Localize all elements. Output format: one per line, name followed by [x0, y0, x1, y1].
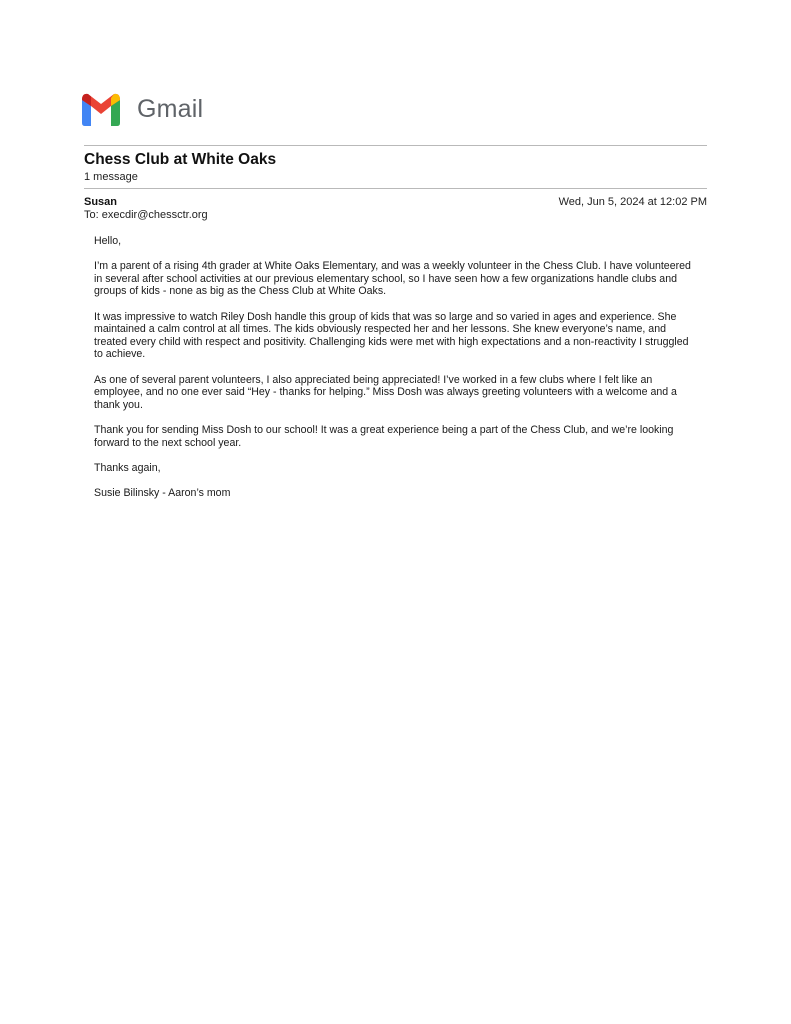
body-paragraph: Thank you for sending Miss Dosh to our school! It was a great experience being a part of the Chess Club, and we’re looking forward to the next school year. [94, 423, 674, 449]
message-body [94, 235, 694, 512]
body-paragraph-closing: Thanks again, [94, 461, 161, 474]
gmail-wordmark: Gmail [137, 94, 204, 123]
gmail-logo [80, 92, 203, 126]
sender-name: Susan [84, 196, 118, 208]
thread-subject: Chess Club at White Oaks [84, 151, 277, 168]
subject-divider [84, 188, 707, 189]
body-paragraph: It was impressive to watch Riley Dosh handle this group of kids that was so large and so varied in ages and experience. She maintained a calm control at all times. The kids obviously respected her and her lessons. She knew everyone’s name, and treated every child with respect and positivity. Challenging kids were met with high expectations and a non-reactivity I struggled to achieve. [94, 310, 689, 361]
body-paragraph: As one of several parent volunteers, I also appreciated being appreciated! I’ve worked in a few clubs where I felt like an employee, and no one ever said “Hey - thanks for helping.” Miss Dosh was always greeting volunteers with a welcome and a thank you. [94, 373, 677, 411]
message-count: 1 message [84, 171, 138, 183]
body-signature: Susie Bilinsky - Aaron’s mom [94, 486, 231, 499]
message-date: Wed, Jun 5, 2024 at 12:02 PM [558, 196, 707, 208]
gmail-m-icon [80, 92, 122, 126]
recipient-line: To: execdir@chessctr.org [84, 209, 208, 221]
body-paragraph: I’m a parent of a rising 4th grader at White Oaks Elementary, and was a weekly volunteer in the Chess Club. I have volunteered in several after school activities at our previous elementary school, so I have seen how a few organizations handle clubs and groups of kids - none as big as the Chess Club at White Oaks. [94, 260, 691, 298]
body-paragraph-greeting: Hello, [94, 235, 122, 247]
header-divider [84, 145, 707, 146]
